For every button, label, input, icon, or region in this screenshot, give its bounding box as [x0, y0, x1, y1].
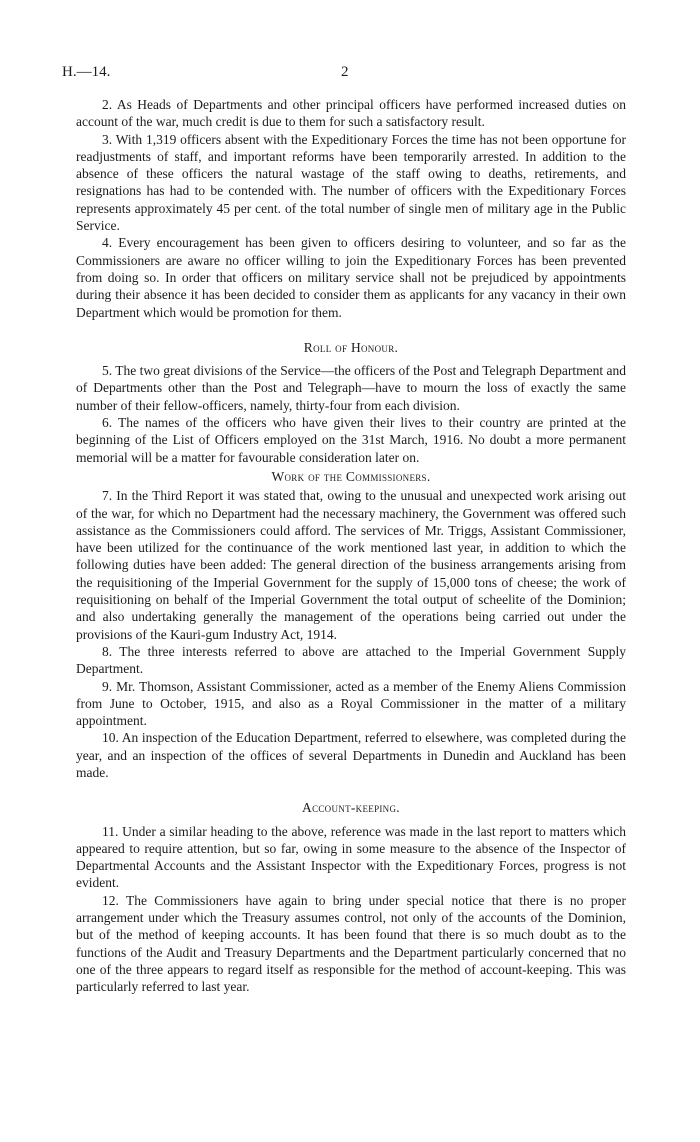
paragraph-3: 3. With 1,319 officers absent with the Expeditionary Forces the time has not been opportune for readjustments of staff, and important reforms have been temporarily arrested. In addition to the absence of these officers the natural wastage of the staff owing to deaths, retirements, and resignations has had to be contended with. The number of officers with the Expeditionary Forces represents approximately 45 per cent. of the total number of single men of military age in the Public Service. [76, 131, 626, 234]
paragraph-6: 6. The names of the officers who have given their lives to their country are printed at the beginning of the List of Officers employed on the 31st March, 1916. No doubt a more permanent memorial will be a matter for favourable consideration later on. [76, 415, 626, 465]
paragraph-4: 4. Every encouragement has been given to officers desiring to volunteer, and so far as the Commissioners are aware no officer willing to join the Expeditionary Forces has been prevented from doing so. In order that officers on military service shall not be prejudiced by appointments during their absence it has been decided to consider them as applicants for any vacancy in their own Department which would be promotion for them. [76, 235, 626, 320]
page-number: 2 [341, 64, 349, 80]
paragraph-5: 5. The two great divisions of the Service—the officers of the Post and Telegraph Department and of Departments other than the Post and Telegraph—have to mourn the loss of exactly the same number of their fellow-officers, namely, thirty-four from each division. [76, 363, 626, 413]
paragraph-12: 12. The Commissioners have again to bring under special notice that there is no proper arrangement under which the Treasury assumes control, not only of the accounts of the Dominion, but of the method of keeping accounts. It has been found that there is so much doubt as to the functions of the Audit and Treasury Departments and the Department particularly concerned that no one of the three appears to regard itself as responsible for the method of account-keeping. This was particularly referred to last year. [76, 892, 626, 995]
paragraph-9: 9. Mr. Thomson, Assistant Commissioner, acted as a member of the Enemy Aliens Commission from June to October, 1915, and also as a Royal Commissioner in the matter of a military appointment. [76, 678, 626, 729]
document-body [76, 96, 626, 996]
heading-account-keeping: Account-keeping. [302, 800, 400, 816]
heading-work-of-commissioners: Work of the Commissioners. [271, 468, 431, 484]
paragraph-10: 10. An inspection of the Education Department, referred to elsewhere, was completed during the year, and an inspection of the offices of several Departments in Dunedin and Auckland has been made. [76, 730, 626, 780]
paragraph-7: 7. In the Third Report it was stated that, owing to the unusual and unexpected work arising out of the war, for which no Department had the necessary machinery, the Government was offered such assistance as the Commissioners could afford. The services of Mr. Triggs, Assistant Commissioner, have been utilized for the continuance of the work mentioned last year, in addition to which the following duties have been added: The general direction of the business arrangements arising from the requisitioning of the Imperial Government for the supply of 15,000 tons of cheese; the work of requisitioning on behalf of the Imperial Government the total output of scheelite of the Dominion; and also undertaking generally the management of the operations being carried out under the provisions of the Kauri-gum Industry Act, 1914. [76, 488, 626, 642]
document-code: H.—14. [62, 64, 111, 80]
paragraph-2: 2. As Heads of Departments and other principal officers have performed increased duties on account of the war, much credit is due to them for such a satisfactory result. [76, 97, 626, 130]
paragraph-8: 8. The three interests referred to above are attached to the Imperial Government Supply Department. [76, 643, 626, 677]
paragraph-11: 11. Under a similar heading to the above, reference was made in the last report to matters which appeared to require attention, but so far, owing in some measure to the absence of the Inspector of Departmental Accounts and the Assistant Inspector with the Expeditionary Forces, progress is not evident. [76, 823, 626, 891]
heading-roll-of-honour: Roll of Honour. [303, 339, 399, 355]
